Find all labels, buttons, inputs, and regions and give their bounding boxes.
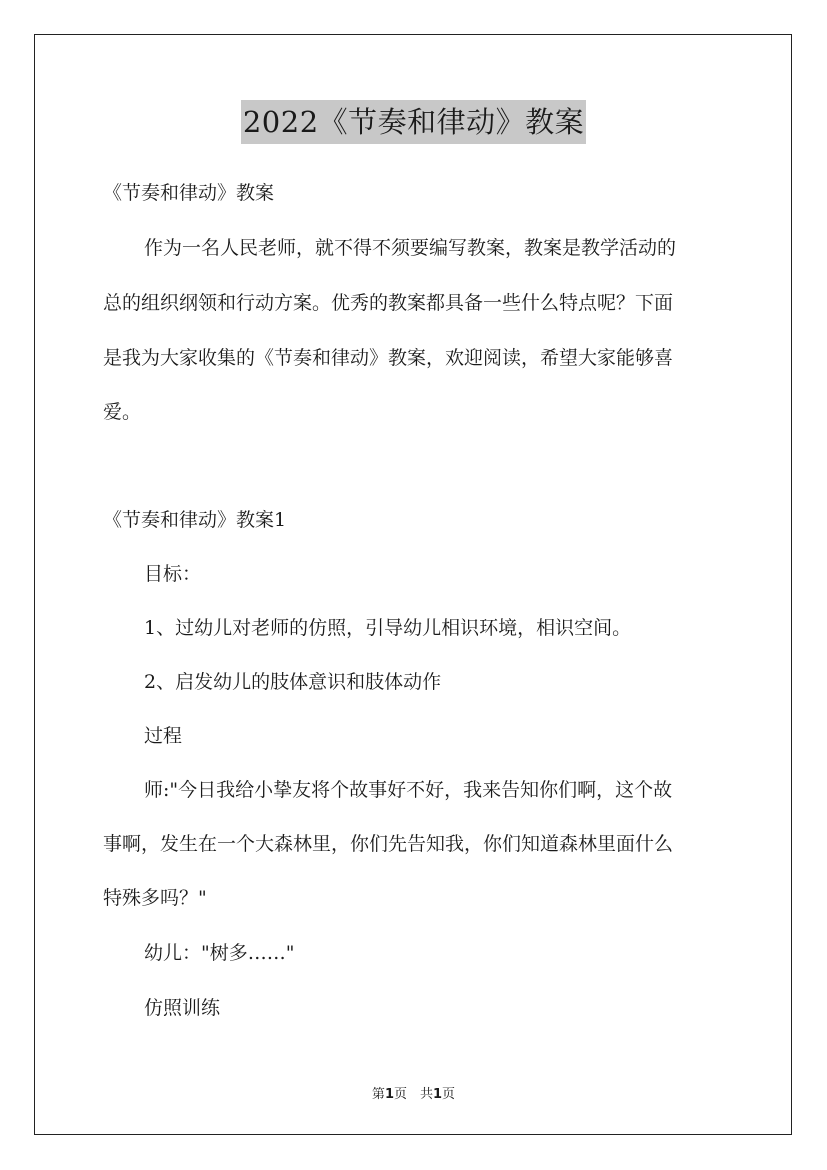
practice-label: 仿照训练 bbox=[144, 997, 221, 1019]
footer-mid: 页 共 bbox=[393, 1087, 433, 1102]
section-heading: 《节奏和律动》教案1 bbox=[103, 509, 287, 531]
title-container bbox=[0, 100, 827, 144]
goal-item-1: 1、过幼儿对老师的仿照，引导幼儿相识环境，相识空间。 bbox=[144, 617, 632, 639]
page-footer bbox=[0, 1083, 827, 1102]
teacher-speech-line-1: 师:"今日我给小挚友将个故事好不好，我来告知你们啊，这个故 bbox=[144, 779, 673, 801]
intro-line-2: 总的组织纲领和行动方案。优秀的教案都具备一些什么特点呢？下面 bbox=[103, 292, 674, 314]
intro-line-4: 爱。 bbox=[103, 401, 142, 423]
goal-item-2: 2、启发幼儿的肢体意识和肢体动作 bbox=[144, 671, 442, 693]
intro-line-1: 作为一名人民老师，就不得不须要编写教案，教案是教学活动的 bbox=[144, 237, 677, 259]
process-label: 过程 bbox=[144, 725, 183, 747]
document-title: 2022《节奏和律动》教案 bbox=[241, 100, 586, 144]
footer-total-pages: 1 bbox=[433, 1087, 443, 1102]
intro-line-3: 是我为大家收集的《节奏和律动》教案，欢迎阅读，希望大家能够喜 bbox=[103, 347, 674, 369]
footer-current-page: 1 bbox=[384, 1087, 394, 1102]
document-subtitle: 《节奏和律动》教案 bbox=[103, 182, 275, 204]
teacher-speech-line-3: 特殊多吗？" bbox=[103, 887, 207, 909]
footer-suffix: 页 bbox=[442, 1087, 456, 1102]
teacher-speech-line-2: 事啊，发生在一个大森林里，你们先告知我，你们知道森林里面什么 bbox=[103, 833, 674, 855]
child-reply: 幼儿："树多……" bbox=[144, 942, 295, 964]
goal-label: 目标： bbox=[144, 563, 202, 585]
footer-prefix: 第 bbox=[371, 1087, 385, 1102]
